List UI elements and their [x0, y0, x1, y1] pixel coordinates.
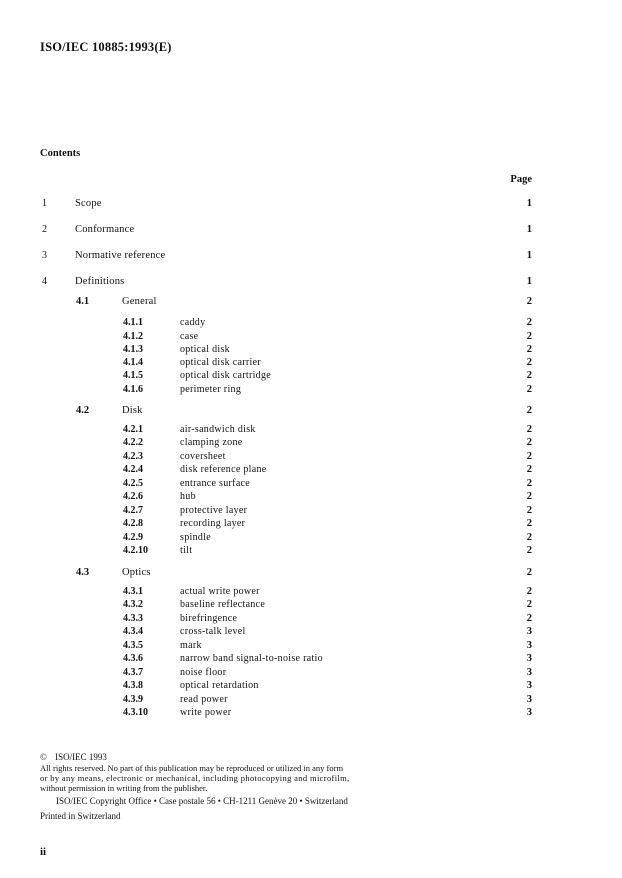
toc-page-number: 2	[526, 424, 532, 435]
toc-item-number: 4.3.2	[123, 599, 143, 610]
copyright-owner: ISO/IEC 1993	[55, 752, 107, 762]
toc-page-number: 2	[526, 451, 532, 462]
toc-page-number: 2	[526, 331, 532, 342]
document-header: ISO/IEC 10885:1993(E)	[40, 40, 172, 54]
toc-item-title: air-sandwich disk	[180, 424, 256, 435]
toc-page-number: 2	[526, 491, 532, 502]
toc-item-number: 4.1.3	[123, 344, 143, 355]
toc-item-number: 4.1.5	[123, 370, 143, 381]
toc-item-number: 4.3.9	[123, 694, 143, 705]
toc-subsection-number: 4.1	[76, 296, 90, 307]
toc-item-title: entrance surface	[180, 478, 251, 489]
toc-item-number: 4.3.6	[123, 653, 143, 664]
toc-page-number: 2	[526, 505, 532, 516]
rights-text-line-2: or by any means, electronic or mechanical, including photocopying and microfilm,	[40, 773, 350, 783]
toc-page-number: 2	[526, 464, 532, 475]
toc-page-number: 2	[526, 384, 532, 395]
toc-item-title: actual write power	[180, 586, 260, 597]
copyright-line	[40, 752, 107, 762]
toc-item-title: write power	[180, 707, 232, 718]
toc-item-title: optical disk	[180, 344, 230, 355]
toc-item-title: cross-talk level	[180, 626, 246, 637]
toc-page-number: 3	[526, 653, 532, 664]
toc-item-number: 4.2.8	[123, 518, 143, 529]
toc-page-number: 1	[526, 250, 532, 261]
toc-item-number: 4.3.8	[123, 680, 143, 691]
toc-subsection-title: General	[122, 296, 157, 307]
toc-page-number: 1	[526, 224, 532, 235]
toc-page-number: 3	[526, 626, 532, 637]
toc-page-number: 2	[526, 437, 532, 448]
toc-item-number: 4.2.9	[123, 532, 143, 543]
toc-page-number: 2	[526, 317, 532, 328]
toc-item-number: 4.1.4	[123, 357, 143, 368]
toc-item-number: 4.2.7	[123, 505, 143, 516]
toc-section-number: 2	[42, 224, 47, 235]
toc-item-number: 4.2.6	[123, 491, 143, 502]
toc-item-number: 4.2.3	[123, 451, 143, 462]
rights-text-line-3: without permission in writing from the publisher.	[40, 783, 208, 793]
contents-title: Contents	[40, 148, 81, 159]
toc-section-title: Conformance	[75, 224, 135, 235]
toc-section-title: Normative reference	[75, 250, 166, 261]
toc-subsection-number: 4.3	[76, 567, 90, 578]
toc-subsection-number: 4.2	[76, 405, 90, 416]
toc-item-title: read power	[180, 694, 228, 705]
toc-page-number: 2	[526, 613, 532, 624]
toc-page-number: 2	[526, 532, 532, 543]
toc-page-number: 2	[526, 586, 532, 597]
toc-section-number: 4	[42, 276, 47, 287]
toc-page-number: 2	[526, 478, 532, 489]
toc-item-number: 4.2.10	[123, 545, 148, 556]
page-column-label: Page	[510, 174, 532, 185]
toc-page-number: 2	[526, 545, 532, 556]
toc-item-title: optical disk cartridge	[180, 370, 272, 381]
toc-item-number: 4.1.2	[123, 331, 143, 342]
toc-item-number: 4.2.1	[123, 424, 143, 435]
toc-item-title: caddy	[180, 317, 206, 328]
toc-page-number: 3	[526, 680, 532, 691]
toc-item-title: optical disk carrier	[180, 357, 261, 368]
toc-item-title: perimeter ring	[180, 384, 242, 395]
toc-item-title: coversheet	[180, 451, 226, 462]
toc-page-number: 2	[526, 518, 532, 529]
toc-page-number: 3	[526, 707, 532, 718]
toc-subsection-title: Disk	[122, 405, 143, 416]
toc-item-number: 4.2.2	[123, 437, 143, 448]
toc-section-number: 3	[42, 250, 47, 261]
toc-section-title: Definitions	[75, 276, 125, 287]
toc-item-title: noise floor	[180, 667, 227, 678]
toc-page-number: 2	[526, 344, 532, 355]
toc-page-number: 2	[526, 405, 532, 416]
toc-page-number: 1	[526, 198, 532, 209]
toc-item-title: clamping zone	[180, 437, 243, 448]
copyright-symbol: ©	[40, 752, 47, 762]
toc-item-title: birefringence	[180, 613, 238, 624]
toc-item-title: recording layer	[180, 518, 246, 529]
toc-section-number: 1	[42, 198, 47, 209]
toc-item-number: 4.2.5	[123, 478, 143, 489]
toc-item-title: tilt	[180, 545, 193, 556]
toc-item-title: disk reference plane	[180, 464, 267, 475]
toc-page-number: 2	[526, 567, 532, 578]
toc-page-number: 1	[526, 276, 532, 287]
toc-page-number: 2	[526, 599, 532, 610]
toc-page-number: 2	[526, 357, 532, 368]
toc-section-title: Scope	[75, 198, 102, 209]
toc-item-title: hub	[180, 491, 196, 502]
toc-item-title: spindle	[180, 532, 211, 543]
page-folio: ii	[40, 846, 47, 858]
rights-text-line-1: All rights reserved. No part of this publication may be reproduced or utilized in any form	[40, 763, 344, 773]
toc-item-title: protective layer	[180, 505, 248, 516]
toc-item-number: 4.1.1	[123, 317, 143, 328]
toc-item-number: 4.3.1	[123, 586, 143, 597]
toc-item-title: optical retardation	[180, 680, 259, 691]
toc-item-number: 4.3.5	[123, 640, 143, 651]
toc-item-number: 4.1.6	[123, 384, 143, 395]
toc-item-number: 4.2.4	[123, 464, 143, 475]
toc-page-number: 3	[526, 667, 532, 678]
toc-item-title: narrow band signal-to-noise ratio	[180, 653, 323, 664]
toc-page-number: 3	[526, 694, 532, 705]
toc-item-title: baseline reflectance	[180, 599, 266, 610]
toc-subsection-title: Optics	[122, 567, 151, 578]
toc-page-number: 3	[526, 640, 532, 651]
copyright-office-address: ISO/IEC Copyright Office • Case postale 56 • CH-1211 Genève 20 • Switzerland	[56, 796, 348, 806]
toc-item-number: 4.3.4	[123, 626, 143, 637]
toc-item-title: case	[180, 331, 199, 342]
toc-item-number: 4.3.10	[123, 707, 148, 718]
toc-item-number: 4.3.3	[123, 613, 143, 624]
toc-item-title: mark	[180, 640, 202, 651]
toc-page-number: 2	[526, 296, 532, 307]
toc-page-number: 2	[526, 370, 532, 381]
toc-item-number: 4.3.7	[123, 667, 143, 678]
printed-in-note: Printed in Switzerland	[40, 811, 121, 821]
